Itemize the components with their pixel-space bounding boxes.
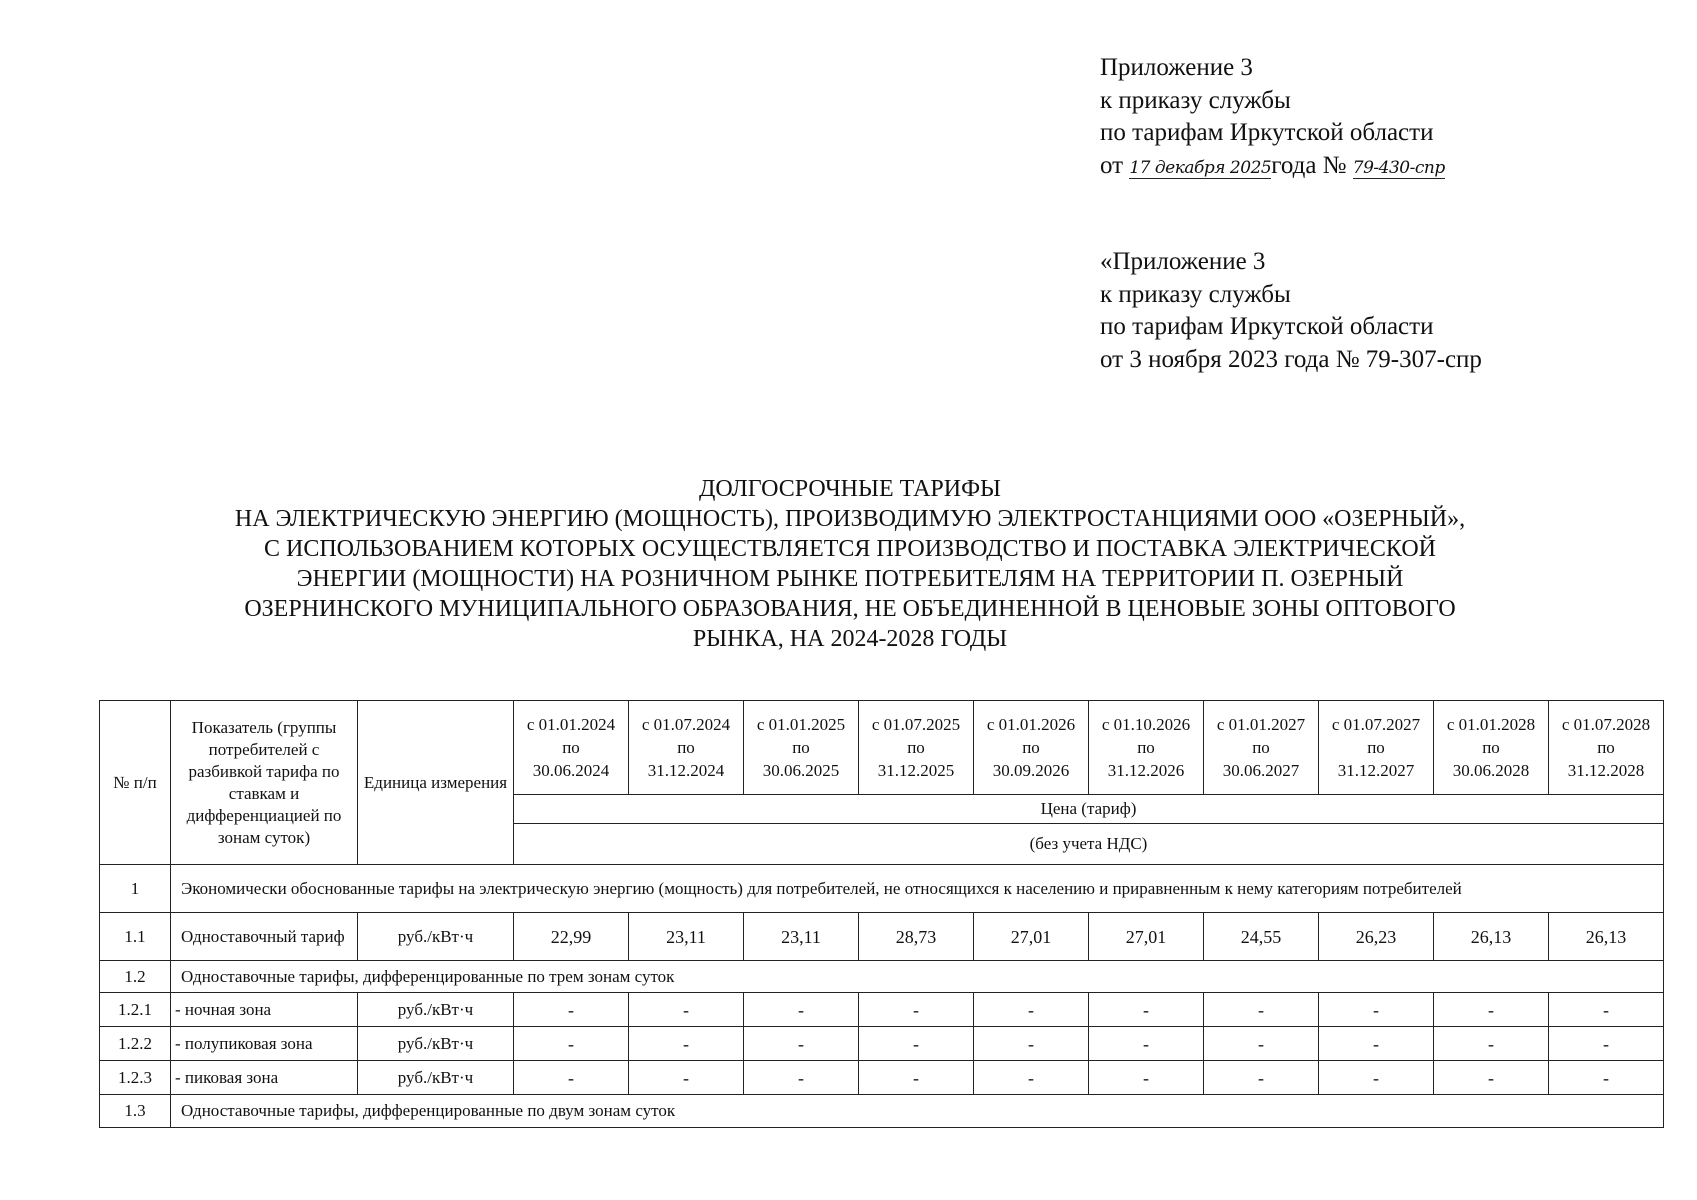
period-by: по: [562, 738, 580, 757]
tariff-value: 28,73: [859, 913, 974, 961]
row-num: 1.2: [100, 961, 171, 993]
tariff-value: -: [514, 1027, 629, 1061]
header-period: [1549, 701, 1664, 795]
handwritten-date: 17 декабря 2025: [1129, 157, 1272, 178]
period-from: с 01.01.2024: [526, 715, 616, 734]
period-from: с 01.07.2028: [1561, 715, 1651, 734]
header-period: [1204, 701, 1319, 795]
header-vat: (без учета НДС): [514, 824, 1664, 865]
appendix-line: по тарифам Иркутской области: [1100, 119, 1434, 146]
row-num: 1.2.2: [100, 1027, 171, 1061]
period-by: по: [1597, 738, 1615, 757]
period-by: по: [1367, 738, 1385, 757]
period-to: 31.12.2028: [1567, 761, 1645, 780]
appendix-line: «Приложение 3: [1100, 248, 1266, 275]
tariff-value: -: [514, 1061, 629, 1095]
header-unit: Единица измерения: [358, 701, 514, 865]
tariff-value: 23,11: [744, 913, 859, 961]
table-row: [100, 961, 1664, 993]
row-name: - полупиковая зона: [171, 1027, 358, 1061]
tariff-value: 22,99: [514, 913, 629, 961]
appendix-line: Приложение 3: [1100, 54, 1253, 81]
period-to: 31.12.2027: [1337, 761, 1415, 780]
appendix-line: к приказу службы: [1100, 280, 1291, 308]
tariff-value: -: [859, 993, 974, 1027]
title-line: С ИСПОЛЬЗОВАНИЕМ КОТОРЫХ ОСУЩЕСТВЛЯЕТСЯ ПРОИЗВОДСТВО И ПОСТАВКА ЭЛЕКТРИЧЕСКОЙ: [264, 536, 1436, 562]
period-to: 30.06.2027: [1222, 761, 1300, 780]
row-num: 1: [100, 865, 171, 913]
tariff-value: -: [974, 993, 1089, 1027]
period-from: с 01.10.2026: [1101, 715, 1191, 734]
tariff-value: -: [1549, 993, 1664, 1027]
section-heading: Одноставочные тарифы, дифференцированные по двум зонам суток: [171, 1095, 1664, 1128]
tariff-value: -: [1319, 993, 1434, 1027]
tariff-value: -: [974, 1027, 1089, 1061]
tariff-value: 27,01: [1089, 913, 1204, 961]
tariff-value: -: [1089, 1027, 1204, 1061]
period-to: 31.12.2025: [877, 761, 955, 780]
tariff-table: [99, 700, 1664, 1128]
header-period: [1434, 701, 1549, 795]
tariff-value: -: [744, 993, 859, 1027]
header-num: № п/п: [100, 701, 171, 865]
appendix-quoted-header: [1100, 246, 1482, 376]
row-name: Одноставочный тариф: [171, 913, 358, 961]
row-unit: руб./кВт·ч: [358, 993, 514, 1027]
period-by: по: [1022, 738, 1040, 757]
row-unit: руб./кВт·ч: [358, 1061, 514, 1095]
title-line: РЫНКА, НА 2024-2028 ГОДЫ: [692, 626, 1008, 652]
tariff-value: -: [1549, 1061, 1664, 1095]
tariff-value: 23,11: [629, 913, 744, 961]
tariff-value: -: [1549, 1027, 1664, 1061]
period-to: 31.12.2024: [647, 761, 725, 780]
handwritten-order-number: 79-430-спр: [1352, 157, 1445, 178]
row-num: 1.3: [100, 1095, 171, 1128]
period-by: по: [1482, 738, 1500, 757]
tariff-value: -: [744, 1061, 859, 1095]
tariff-value: -: [1204, 993, 1319, 1027]
period-by: по: [1252, 738, 1270, 757]
row-num: 1.1: [100, 913, 171, 961]
row-name: - ночная зона: [171, 993, 358, 1027]
period-to: 30.06.2024: [532, 761, 610, 780]
table-row: [100, 865, 1664, 913]
period-by: по: [1137, 738, 1155, 757]
period-by: по: [677, 738, 695, 757]
tariff-value: -: [1204, 1061, 1319, 1095]
period-to: 30.06.2028: [1452, 761, 1530, 780]
document-title: [100, 474, 1600, 654]
tariff-value: 26,13: [1549, 913, 1664, 961]
header-period: [514, 701, 629, 795]
order-prefix: от: [1100, 151, 1124, 179]
tariff-value: -: [1204, 1027, 1319, 1061]
section-heading: Одноставочные тарифы, дифференцированные по трем зонам суток: [171, 961, 1664, 993]
tariff-value: 26,13: [1434, 913, 1549, 961]
header-period: [744, 701, 859, 795]
header-period: [629, 701, 744, 795]
tariff-value: -: [514, 993, 629, 1027]
tariff-value: -: [1434, 993, 1549, 1027]
tariff-value: -: [629, 1027, 744, 1061]
section-heading: Экономически обоснованные тарифы на электрическую энергию (мощность) для потребителей, не относящихся к населению и приравненным к нему категориям потребителей: [171, 865, 1664, 913]
tariff-value: -: [1089, 993, 1204, 1027]
tariff-value: 27,01: [974, 913, 1089, 961]
header-period: [1319, 701, 1434, 795]
header-indicator: Показатель (группы потребителей с разбивкой тарифа по ставкам и дифференциацией по зонам суток): [171, 701, 358, 865]
title-line: ЭНЕРГИИ (МОЩНОСТИ) НА РОЗНИЧНОМ РЫНКЕ ПОТРЕБИТЕЛЯМ НА ТЕРРИТОРИИ П. ОЗЕРНЫЙ: [296, 566, 1404, 592]
period-from: с 01.07.2027: [1331, 715, 1421, 734]
tariff-value: -: [859, 1027, 974, 1061]
table-row: [100, 1027, 1664, 1061]
row-unit: руб./кВт·ч: [358, 1027, 514, 1061]
period-to: 30.06.2025: [762, 761, 840, 780]
appendix-line: к приказу службы: [1100, 86, 1291, 114]
period-by: по: [907, 738, 925, 757]
header-row: [100, 701, 1664, 795]
table-row: [100, 1061, 1664, 1095]
period-by: по: [792, 738, 810, 757]
period-from: с 01.07.2024: [641, 715, 731, 734]
appendix-header: [1100, 52, 1445, 182]
appendix-order-line: [1100, 150, 1445, 183]
tariff-value: -: [859, 1061, 974, 1095]
table-row: [100, 993, 1664, 1027]
period-from: с 01.01.2028: [1446, 715, 1536, 734]
table-row: [100, 1095, 1664, 1128]
row-unit: руб./кВт·ч: [358, 913, 514, 961]
tariff-value: -: [1434, 1027, 1549, 1061]
period-to: 30.09.2026: [992, 761, 1070, 780]
title-line: НА ЭЛЕКТРИЧЕСКУЮ ЭНЕРГИЮ (МОЩНОСТЬ), ПРОИЗВОДИМУЮ ЭЛЕКТРОСТАНЦИЯМИ ООО «ОЗЕРНЫЙ»,: [234, 506, 1466, 532]
row-name: - пиковая зона: [171, 1061, 358, 1095]
row-num: 1.2.1: [100, 993, 171, 1027]
period-to: 31.12.2026: [1107, 761, 1185, 780]
appendix-line: по тарифам Иркутской области: [1100, 313, 1434, 340]
tariff-value: 24,55: [1204, 913, 1319, 961]
tariff-value: -: [974, 1061, 1089, 1095]
period-from: с 01.01.2027: [1216, 715, 1306, 734]
tariff-value: -: [1319, 1027, 1434, 1061]
appendix-line: от 3 ноября 2023 года № 79-307-спр: [1100, 345, 1482, 373]
tariff-value: -: [629, 1061, 744, 1095]
order-middle: года №: [1271, 151, 1347, 179]
period-from: с 01.07.2025: [871, 715, 961, 734]
header-period: [974, 701, 1089, 795]
tariff-value: -: [1089, 1061, 1204, 1095]
header-period: [1089, 701, 1204, 795]
tariff-value: -: [744, 1027, 859, 1061]
header-price: Цена (тариф): [514, 795, 1664, 824]
period-from: с 01.01.2025: [756, 715, 846, 734]
tariff-value: -: [1319, 1061, 1434, 1095]
table-row: [100, 913, 1664, 961]
title-line: ДОЛГОСРОЧНЫЕ ТАРИФЫ: [699, 476, 1001, 502]
tariff-value: -: [629, 993, 744, 1027]
tariff-value: 26,23: [1319, 913, 1434, 961]
header-period: [859, 701, 974, 795]
row-num: 1.2.3: [100, 1061, 171, 1095]
title-line: ОЗЕРНИНСКОГО МУНИЦИПАЛЬНОГО ОБРАЗОВАНИЯ, НЕ ОБЪЕДИНЕННОЙ В ЦЕНОВЫЕ ЗОНЫ ОПТОВОГО: [244, 596, 1456, 622]
period-from: с 01.01.2026: [986, 715, 1076, 734]
tariff-value: -: [1434, 1061, 1549, 1095]
